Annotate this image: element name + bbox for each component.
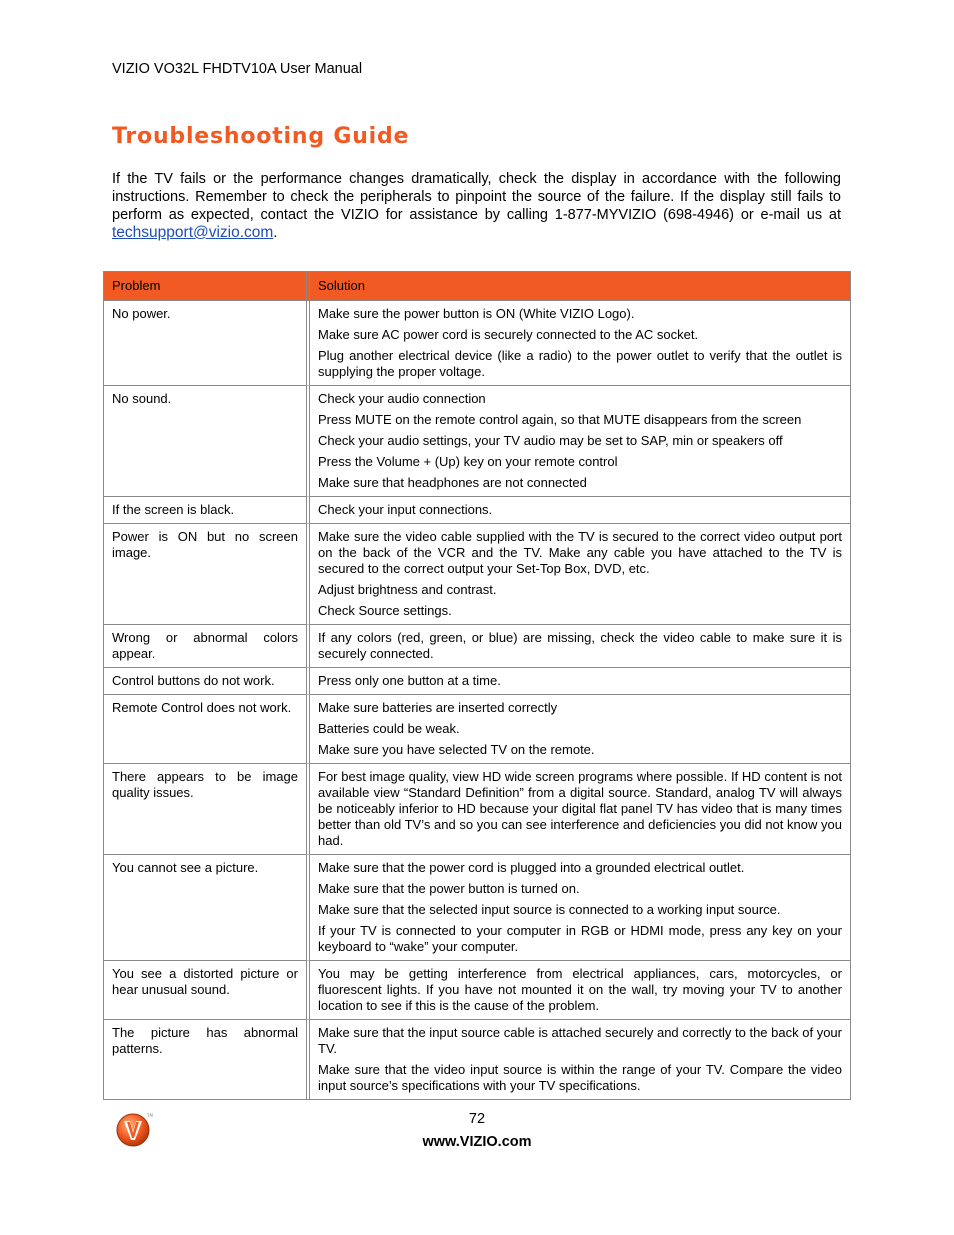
problem-cell (104, 764, 310, 855)
table-row (104, 497, 850, 524)
solution-text: Make sure that the power button is turned on. (318, 881, 580, 896)
problem-cell (104, 961, 310, 1020)
section-title: Troubleshooting Guide (112, 124, 410, 149)
problem-cell (104, 386, 310, 497)
troubleshooting-table (103, 271, 851, 1100)
column-header-solution: Solution (310, 272, 850, 301)
problem-text: No sound. (112, 391, 172, 406)
solution-text: Make sure that the selected input source is connected to a working input source. (318, 902, 781, 917)
problem-text: Wrong or abnormal colors appear. (112, 630, 298, 661)
solution-text: Press only one button at a time. (318, 673, 501, 688)
solution-cell (310, 855, 850, 961)
solution-text: For best image quality, view HD wide screen programs where possible. If HD content is not available view “Standard Definition” from a digital source. Standard, analog TV will always be noticeably inferior to HD because your digital flat panel TV has video that is many times better than old TV’s and so you can see interference and deficiencies you did not know you had. (318, 769, 842, 848)
problem-cell (104, 668, 310, 695)
svg-text:TM: TM (147, 1113, 153, 1118)
table-row (104, 1020, 850, 1099)
problem-text: Remote Control does not work. (112, 700, 292, 715)
intro-end: . (273, 225, 278, 241)
table-row (104, 301, 850, 386)
solution-text: Make sure the video cable supplied with the TV is secured to the correct video output port on the back of the VCR and the TV. Make any cable you have attached to the TV is secured to the correct output your Set-Top Box, DVD, etc. (318, 529, 842, 576)
solution-text: Make sure batteries are inserted correctly (318, 700, 558, 715)
document-header: VIZIO VO32L FHDTV10A User Manual (112, 61, 363, 77)
intro-paragraph (112, 170, 841, 242)
solution-cell (310, 524, 850, 625)
solution-cell (310, 1020, 850, 1099)
problem-text: No power. (112, 306, 171, 321)
solution-text: Check your input connections. (318, 502, 493, 517)
problem-cell (104, 625, 310, 668)
solution-text: Press MUTE on the remote control again, so that MUTE disappears from the screen (318, 412, 802, 427)
problem-text: You cannot see a picture. (112, 860, 259, 875)
solution-text: Plug another electrical device (like a radio) to the power outlet to verify that the outlet is supplying the proper voltage. (318, 348, 842, 379)
problem-text: Power is ON but no screen image. (112, 529, 298, 560)
solution-text: Make sure that the video input source is within the range of your TV. Compare the video input source’s specifications with your TV specifications. (318, 1062, 842, 1093)
solution-text: Make sure you have selected TV on the remote. (318, 742, 595, 757)
support-email-link[interactable]: techsupport@vizio.com (112, 224, 274, 241)
solution-cell (310, 764, 850, 855)
solution-text: Check your audio connection (318, 391, 486, 406)
table-row (104, 695, 850, 764)
page-number: 72 (468, 1111, 486, 1127)
problem-text: You see a distorted picture or hear unusual sound. (112, 966, 298, 997)
website-link[interactable]: www.VIZIO.com (422, 1134, 532, 1150)
solution-cell (310, 961, 850, 1020)
solution-text: Make sure AC power cord is securely connected to the AC socket. (318, 327, 699, 342)
solution-text: Batteries could be weak. (318, 721, 460, 736)
table-row (104, 855, 850, 961)
table-row (104, 625, 850, 668)
problem-text: There appears to be image quality issues. (112, 769, 298, 800)
solution-cell (310, 497, 850, 524)
problem-cell (104, 1020, 310, 1099)
solution-text: Make sure the power button is ON (White VIZIO Logo). (318, 306, 635, 321)
solution-text: If your TV is connected to your computer in RGB or HDMI mode, press any key on your keyboard to “wake” your computer. (318, 923, 842, 954)
problem-text: If the screen is black. (112, 502, 235, 517)
solution-cell (310, 386, 850, 497)
solution-text: Make sure that the power cord is plugged into a grounded electrical outlet. (318, 860, 745, 875)
table-row (104, 961, 850, 1020)
solution-text: Check your audio settings, your TV audio may be set to SAP, min or speakers off (318, 433, 783, 448)
solution-text: You may be getting interference from electrical appliances, cars, motorcycles, or fluorescent lights. If you have not mounted it on the wall, try moving your TV to another location to see if this is the cause of the problem. (318, 966, 842, 1013)
solution-text: Adjust brightness and contrast. (318, 582, 497, 597)
solution-cell (310, 668, 850, 695)
table-row (104, 668, 850, 695)
table-row (104, 764, 850, 855)
table-row (104, 386, 850, 497)
table-header-row (104, 272, 850, 301)
intro-text: If the TV fails or the performance changes dramatically, check the display in accordance with the following instructions. Remember to check the peripherals to pinpoint the source of the failure. If the display still fails to perform as expected, contact the VIZIO for assistance by calling 1-877-MYVIZIO (698-4946) or e-mail us at (112, 171, 841, 223)
column-header-problem: Problem (104, 272, 310, 301)
solution-text: Check Source settings. (318, 603, 452, 618)
problem-text: Control buttons do not work. (112, 673, 275, 688)
solution-cell (310, 625, 850, 668)
solution-cell (310, 301, 850, 386)
solution-cell (310, 695, 850, 764)
problem-cell (104, 695, 310, 764)
solution-text: Make sure that headphones are not connected (318, 475, 587, 490)
solution-text: If any colors (red, green, or blue) are missing, check the video cable to make sure it is securely connected. (318, 630, 842, 661)
problem-cell (104, 301, 310, 386)
problem-cell (104, 497, 310, 524)
solution-text: Press the Volume + (Up) key on your remote control (318, 454, 618, 469)
problem-text: The picture has abnormal patterns. (112, 1025, 298, 1056)
problem-cell (104, 855, 310, 961)
solution-text: Make sure that the input source cable is attached securely and correctly to the back of your TV. (318, 1025, 842, 1056)
problem-cell (104, 524, 310, 625)
table-row (104, 524, 850, 625)
